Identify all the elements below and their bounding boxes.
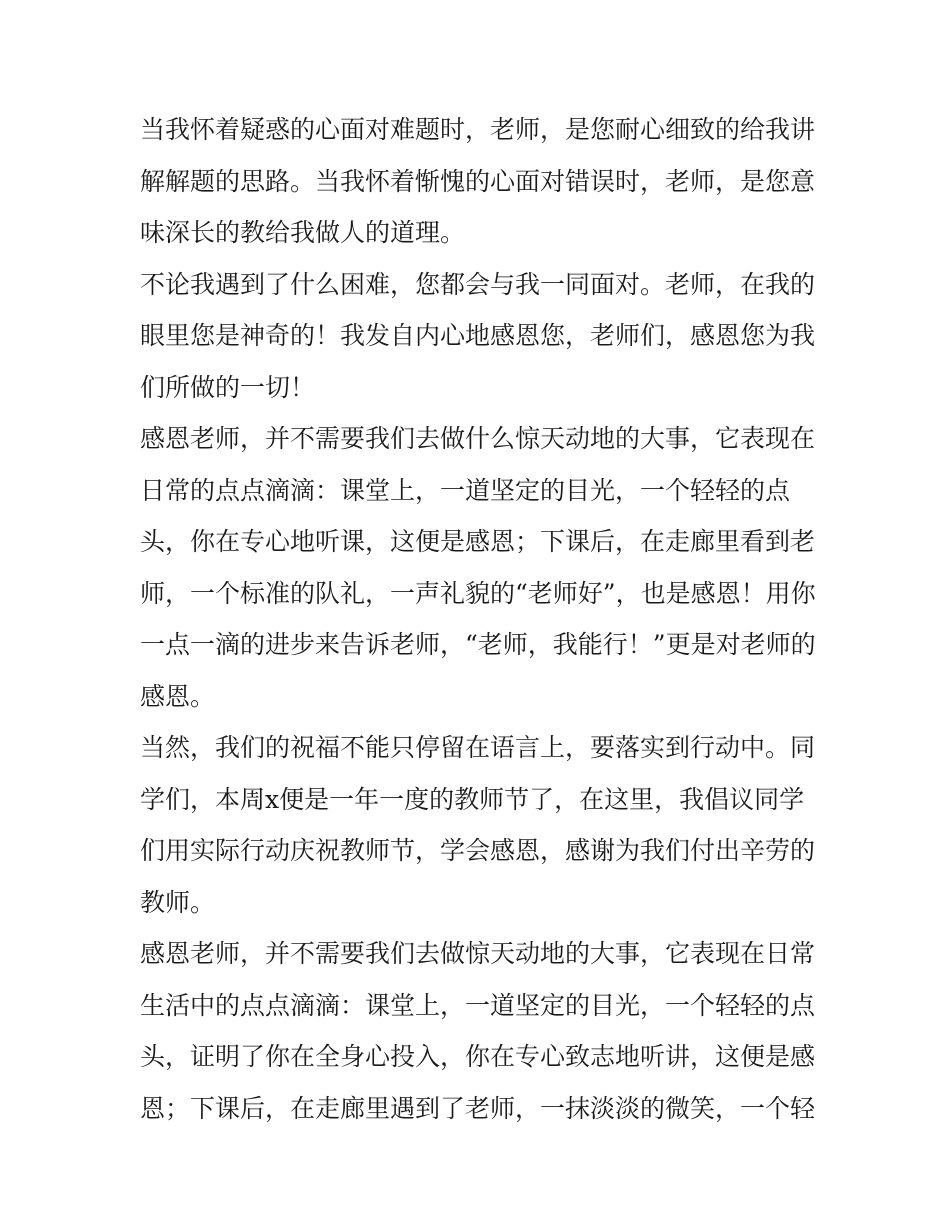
text-line: 一点一滴的进步来告诉老师，“老师，我能行！”更是对老师的: [140, 630, 816, 659]
document-body: [140, 104, 820, 1134]
text-line: 解解题的思路。当我怀着惭愧的心面对错误时，老师，是您意: [140, 166, 816, 196]
paragraph-3: [140, 413, 820, 722]
text-line: 生活中的点点滴滴：课堂上，一道坚定的目光，一个轻轻的点: [140, 990, 816, 1020]
text-line: 当然，我们的祝福不能只停留在语言上，要落实到行动中。同: [140, 733, 816, 762]
text-line: 不论我遇到了什么困难，您都会与我一同面对。老师，在我的: [140, 269, 816, 299]
paragraph-1: [140, 104, 820, 259]
text-line: 感恩老师，并不需要我们去做什么惊天动地的大事，它表现在: [140, 424, 816, 453]
text-line: 恩；下课后，在走廊里遇到了老师，一抹淡淡的微笑，一个轻: [140, 1093, 816, 1123]
text-line: 感恩老师，并不需要我们去做惊天动地的大事，它表现在日常: [140, 939, 816, 968]
text-line: 师，一个标准的队礼，一声礼貌的“老师好”，也是感恩！用你: [140, 578, 816, 608]
text-line: 眼里您是神奇的！我发自内心地感恩您，老师们，感恩您为我: [140, 321, 816, 350]
text-line: 们所做的一切！: [140, 372, 316, 402]
text-line: 当我怀着疑惑的心面对难题时，老师，是您耐心细致的给我讲: [140, 115, 816, 144]
text-line: 教师。: [140, 887, 216, 917]
text-line: 感恩。: [140, 681, 216, 711]
text-line: 学们，本周x便是一年一度的教师节了，在这里，我倡议同学: [140, 784, 805, 814]
paragraph-5: [140, 928, 820, 1134]
text-line: 头，证明了你在全身心投入，你在专心致志地听讲，这便是感: [140, 1042, 816, 1071]
text-line: 头，你在专心地听课，这便是感恩；下课后，在走廊里看到老: [140, 527, 816, 556]
text-line: 味深长的教给我做人的道理。: [140, 218, 466, 247]
paragraph-2: [140, 259, 820, 414]
paragraph-4: [140, 722, 820, 928]
text-line: 日常的点点滴滴：课堂上，一道坚定的目光，一个轻轻的点: [140, 475, 791, 505]
text-line: 们用实际行动庆祝教师节，学会感恩，感谢为我们付出辛劳的: [140, 836, 816, 865]
